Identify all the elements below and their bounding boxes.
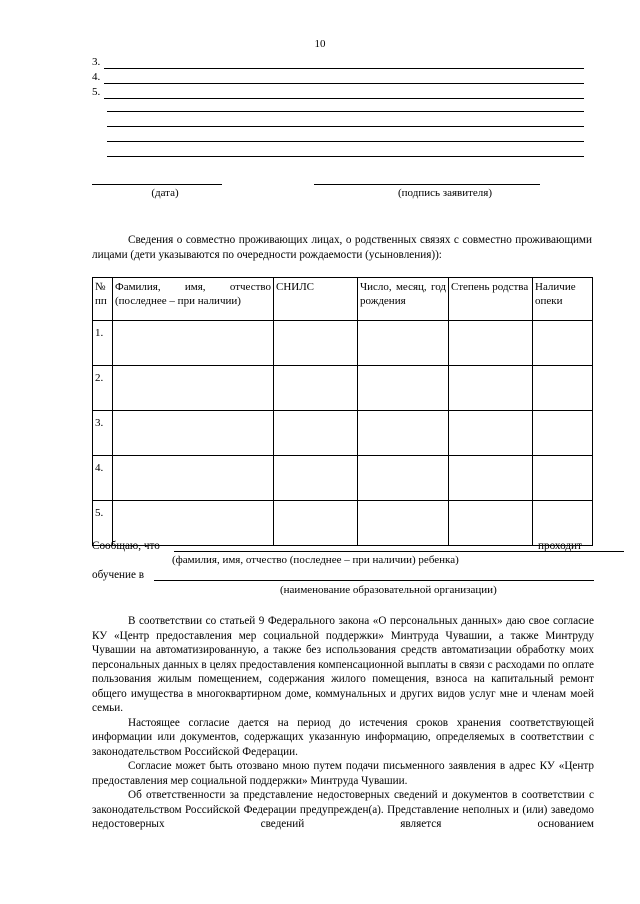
blank-line (104, 68, 584, 69)
row-number: 4. (93, 456, 113, 501)
cell-name[interactable] (113, 366, 274, 411)
row-number: 1. (93, 321, 113, 366)
cell-guardianship[interactable] (533, 411, 593, 456)
header-birthdate: Число, месяц, год рождения (358, 278, 449, 321)
list-number: 5. (92, 86, 101, 98)
cell-snils[interactable] (274, 501, 358, 546)
list-line-4[interactable] (92, 71, 584, 84)
list-number: 3. (92, 56, 101, 68)
header-relationship: Степень родства (449, 278, 533, 321)
cell-guardianship[interactable] (533, 366, 593, 411)
list-number: 4. (92, 71, 101, 83)
cell-relationship[interactable] (449, 321, 533, 366)
table-row (93, 411, 593, 456)
cell-guardianship[interactable] (533, 321, 593, 366)
continuation-line[interactable] (107, 126, 584, 127)
header-snils: СНИЛС (274, 278, 358, 321)
signature-line[interactable] (314, 184, 540, 185)
cell-relationship[interactable] (449, 411, 533, 456)
date-line[interactable] (92, 184, 222, 185)
child-name-caption: (фамилия, имя, отчество (последнее – при наличии) ребенка) (172, 554, 459, 566)
cell-name[interactable] (113, 456, 274, 501)
table-row (93, 456, 593, 501)
consent-paragraph-3: Согласие может быть отозвано мною путем подачи письменного заявления в адрес КУ «Центр предоставления мер социальной поддержки» Минтруда Чувашии. (92, 760, 594, 787)
cell-birthdate[interactable] (358, 501, 449, 546)
cell-name[interactable] (113, 411, 274, 456)
cell-snils[interactable] (274, 456, 358, 501)
relatives-intro: Сведения о совместно проживающих лицах, о родственных связях с совместно проживающими лицами (дети указываются по очередности рождаемости (усыновления)): (92, 234, 592, 261)
cell-snils[interactable] (274, 321, 358, 366)
consent-paragraph-4: Об ответственности за представление недостоверных сведений и документов в соответствии с законодательством Российской Федерации предупрежден(а). Представление неполных и (или) заведомо недостоверных сведений является основанием (92, 789, 594, 830)
study-prefix: Сообщаю, что (92, 540, 160, 552)
blank-line (104, 83, 584, 84)
list-line-3[interactable] (92, 56, 584, 69)
org-name-line[interactable] (154, 580, 594, 581)
org-name-caption: (наименование образовательной организации) (280, 584, 497, 596)
cell-relationship[interactable] (449, 501, 533, 546)
consent-section (92, 614, 594, 832)
continuation-line[interactable] (107, 156, 584, 157)
blank-line (104, 98, 584, 99)
consent-paragraph-1: В соответствии со статьей 9 Федерального закона «О персональных данных» даю свое согласие КУ «Центр предоставления мер социальной поддержки» Минтруда Чувашии, а также Минтруду Чувашии на автоматизированную, а также без использования средств автоматизации обработку моих персональных данных в целях предоставления компенсационной выплаты в связи с расходами по оплате пользования жилым помещением, содержания жилого помещения, взноса на капитальный ремонт общего имущества в многоквартирном доме, коммунальных и других видов услуг мне и членам моей семьи. (92, 615, 594, 714)
date-caption: (дата) (151, 187, 179, 199)
cell-guardianship[interactable] (533, 456, 593, 501)
row-number: 5. (93, 501, 113, 546)
cell-relationship[interactable] (449, 366, 533, 411)
cell-birthdate[interactable] (358, 366, 449, 411)
table-row (93, 366, 593, 411)
consent-paragraph-2: Настоящее согласие дается на период до истечения сроков хранения соответствующей информации или документов, содержащих указанную информацию, определяемых в соответствии с законодательством Российской Федерации. (92, 716, 594, 758)
cell-birthdate[interactable] (358, 411, 449, 456)
row-number: 3. (93, 411, 113, 456)
header-guardianship: Наличие опеки (533, 278, 593, 321)
signature-caption: (подпись заявителя) (397, 187, 493, 199)
cell-snils[interactable] (274, 366, 358, 411)
table-row (93, 501, 593, 546)
cell-relationship[interactable] (449, 456, 533, 501)
row-number: 2. (93, 366, 113, 411)
study-in-prefix: обучение в (92, 569, 145, 581)
header-name: Фамилия, имя, отчество (последнее – при наличии) (113, 278, 274, 321)
study-suffix: проходит (538, 540, 582, 552)
table-header-row (93, 278, 593, 321)
continuation-line[interactable] (107, 111, 584, 112)
continuation-line[interactable] (107, 141, 584, 142)
cell-birthdate[interactable] (358, 456, 449, 501)
relatives-table (92, 277, 593, 546)
cell-name[interactable] (113, 321, 274, 366)
table-row (93, 321, 593, 366)
cell-birthdate[interactable] (358, 321, 449, 366)
page-number: 10 (314, 38, 326, 50)
list-line-5[interactable] (92, 86, 584, 99)
header-number: № пп (93, 278, 113, 321)
cell-snils[interactable] (274, 411, 358, 456)
